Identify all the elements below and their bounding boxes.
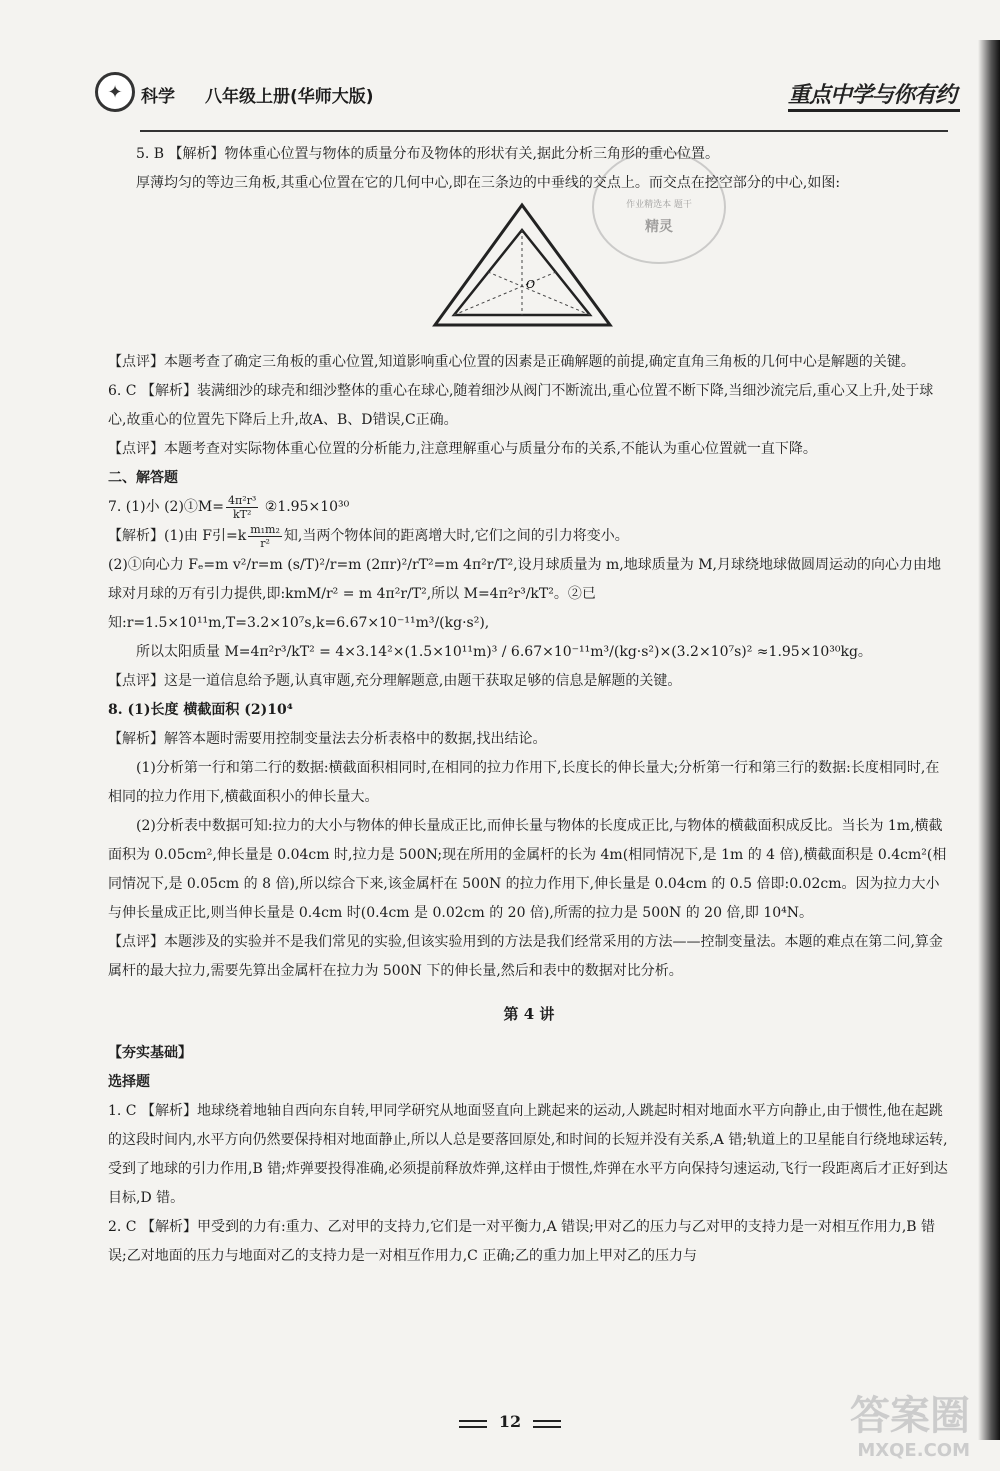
header-rule xyxy=(140,130,948,132)
q8-answer: 8. (1)长度 横截面积 (2)10⁴ xyxy=(108,702,293,718)
q7-comment: 【点评】这是一道信息给予题,认真审题,充分理解题意,由题干获取足够的信息是解题的关键。 xyxy=(108,673,682,689)
main-content xyxy=(108,140,950,1271)
choice-heading: 选择题 xyxy=(108,1074,150,1090)
q5-comment: 【点评】本题考查了确定三角板的重心位置,知道影响重心位置的因素是正确解题的前提,确定直角三角板的几何中心是解题的关键。 xyxy=(108,354,915,370)
page-number: 12 xyxy=(455,1408,565,1436)
q6-comment: 【点评】本题考查对实际物体重心位置的分析能力,注意理解重心与质量分布的关系,不能认为重心位置就一直下降。 xyxy=(108,441,817,457)
header-subject: 科学 xyxy=(141,87,175,107)
school-logo-icon: ✦ xyxy=(95,72,135,112)
header-grade: 八年级上册(华师大版) xyxy=(205,87,374,107)
q7-analysis2: (2)①向心力 Fₑ=m v²/r=m (s/T)²/r=m (2πr)²/rT²=m 4π²r/T²,设月球质量为 m,地球质量为 M,月球绕地球做圆周运动的向心力由地球对月球的万有引力提供,即:kmM/r² = m 4π²r/T²,所以 M=4π²r³/kT²。②已知:r=1.5×10¹¹m,T=3.2×10⁷s,k=6.67×10⁻¹¹m³/(kg·s²), xyxy=(108,557,941,631)
q7-analysis1: 【解析】(1)由 F引=k $\frac{\text{m₁m₂}}{\text{r²}}$ 知,当两个物体间的距离增大时,它们之间的引力将变小。 xyxy=(108,522,629,550)
q5-head: 5. B 【解析】物体重心位置与物体的质量分布及物体的形状有关,据此分析三角形的重心位置。 xyxy=(136,146,719,162)
watermark-logo: 答案圈 xyxy=(850,1393,970,1439)
q8-part1: (1)分析第一行和第二行的数据:横截面积相同时,在相同的拉力作用下,长度长的伸长量大;分析第一行和第三行的数据:长度相同时,在相同的拉力作用下,横截面积小的伸长量大。 xyxy=(108,760,940,805)
q7-answer-b: ②1.95×10³⁰ xyxy=(264,499,350,515)
page-number-deco-right xyxy=(533,1420,561,1428)
fraction-f: $\frac{\text{m₁m₂}}{\text{r²}}$ xyxy=(250,522,280,550)
foundation-heading: 【夯实基础】 xyxy=(108,1045,192,1061)
q6-head: 6. C 【解析】装满细沙的球壳和细沙整体的重心在球心,随着细沙从阀门不断流出,重心位置不断下降,当细沙流完后,重心又上升,处于球心,故重心的位置先下降后上升,故A、B、D错误,C正确。 xyxy=(108,383,934,428)
q8-analysis: 【解析】解答本题时需要用控制变量法去分析表格中的数据,找出结论。 xyxy=(108,731,547,747)
q8-comment: 【点评】本题涉及的实验并不是我们常见的实验,但该实验用到的方法是我们经常采用的方法——控制变量法。本题的难点在第二问,算金属杆的最大拉力,需要先算出金属杆在拉力为 500N 下的伸长量,然后和表中的数据对比分析。 xyxy=(108,934,943,979)
centroid-label: O xyxy=(526,278,536,291)
q7-answer-a: 7. (1)小 (2)①M= xyxy=(108,499,224,515)
lecture-heading: 第 4 讲 xyxy=(503,1005,555,1023)
page-number-deco-left xyxy=(459,1420,487,1428)
section-heading: 二、解答题 xyxy=(108,470,178,486)
diagram-spacer xyxy=(108,198,950,348)
q2-text: 2. C 【解析】甲受到的力有:重力、乙对甲的支持力,它们是一对平衡力,A 错误;甲对乙的压力与乙对甲的支持力是一对相互作用力,B 错误;乙对地面的压力与地面对乙的支持力是一对相互作用力,C 正确;乙的重力加上甲对乙的压力与 xyxy=(108,1219,936,1264)
header-brand: 重点中学与你有约 xyxy=(788,78,960,112)
stamp-line2: 精灵 xyxy=(645,219,673,235)
q7-answer xyxy=(108,493,950,522)
page-header xyxy=(95,72,956,122)
fraction-m: $\frac{\text{4π²r³}}{\text{kT²}}$ xyxy=(228,493,257,521)
q8-part2: (2)分析表中数据可知:拉力的大小与物体的伸长量成正比,而伸长量与物体的长度成正比,与物体的横截面积成反比。当长为 1m,横截面积为 0.05cm²,伸长量是 0.04cm 时,拉力是 500N;现在所用的金属杆的长为 4m(相同情况下,是 1m 的 4 倍),横截面积是 0.4cm²(相同情况下,是 0.05cm 的 8 倍),所以综合下来,该金属杆在 500N 的拉力作用下,伸长量是 0.04cm 的 0.5 倍即:0.02cm。因为拉力大小与伸长量成正比,则当伸长量是 0.4cm 时(0.4cm 是 0.02cm 的 20 倍),所需的拉力是 500N 的 20 倍,即 10⁴N。 xyxy=(108,818,947,921)
watermark-url: MXQE.COM xyxy=(857,1440,970,1461)
stamp-line1: 作业精选本 题干 xyxy=(626,200,692,210)
q5-body: 厚薄均匀的等边三角板,其重心位置在它的几何中心,即在三条边的中垂线的交点上。而交点在挖空部分的中心,如图: xyxy=(136,175,841,191)
page-edge-shadow xyxy=(978,40,1000,1440)
q1-text: 1. C 【解析】地球绕着地轴自西向东自转,甲同学研究从地面竖直向上跳起来的运动,人跳起时相对地面水平方向静止,由于惯性,他在起跳的这段时间内,水平方向仍然要保持相对地面静止,所以人总是要落回原处,和时间的长短并没有关系,A 错;轨道上的卫星能自行绕地球运转,受到了地球的引力作用,B 错;炸弹要投得准确,必须提前释放炸弹,这样由于惯性,炸弹在水平方向保持匀速运动,飞行一段距离后才正好到达目标,D 错。 xyxy=(108,1103,948,1206)
q7-result: 所以太阳质量 M=4π²r³/kT² = 4×3.14²×(1.5×10¹¹m)³ / 6.67×10⁻¹¹m³/(kg·s²)×(3.2×10⁷s)² ≈1.95×10³⁰kg。 xyxy=(136,644,872,660)
